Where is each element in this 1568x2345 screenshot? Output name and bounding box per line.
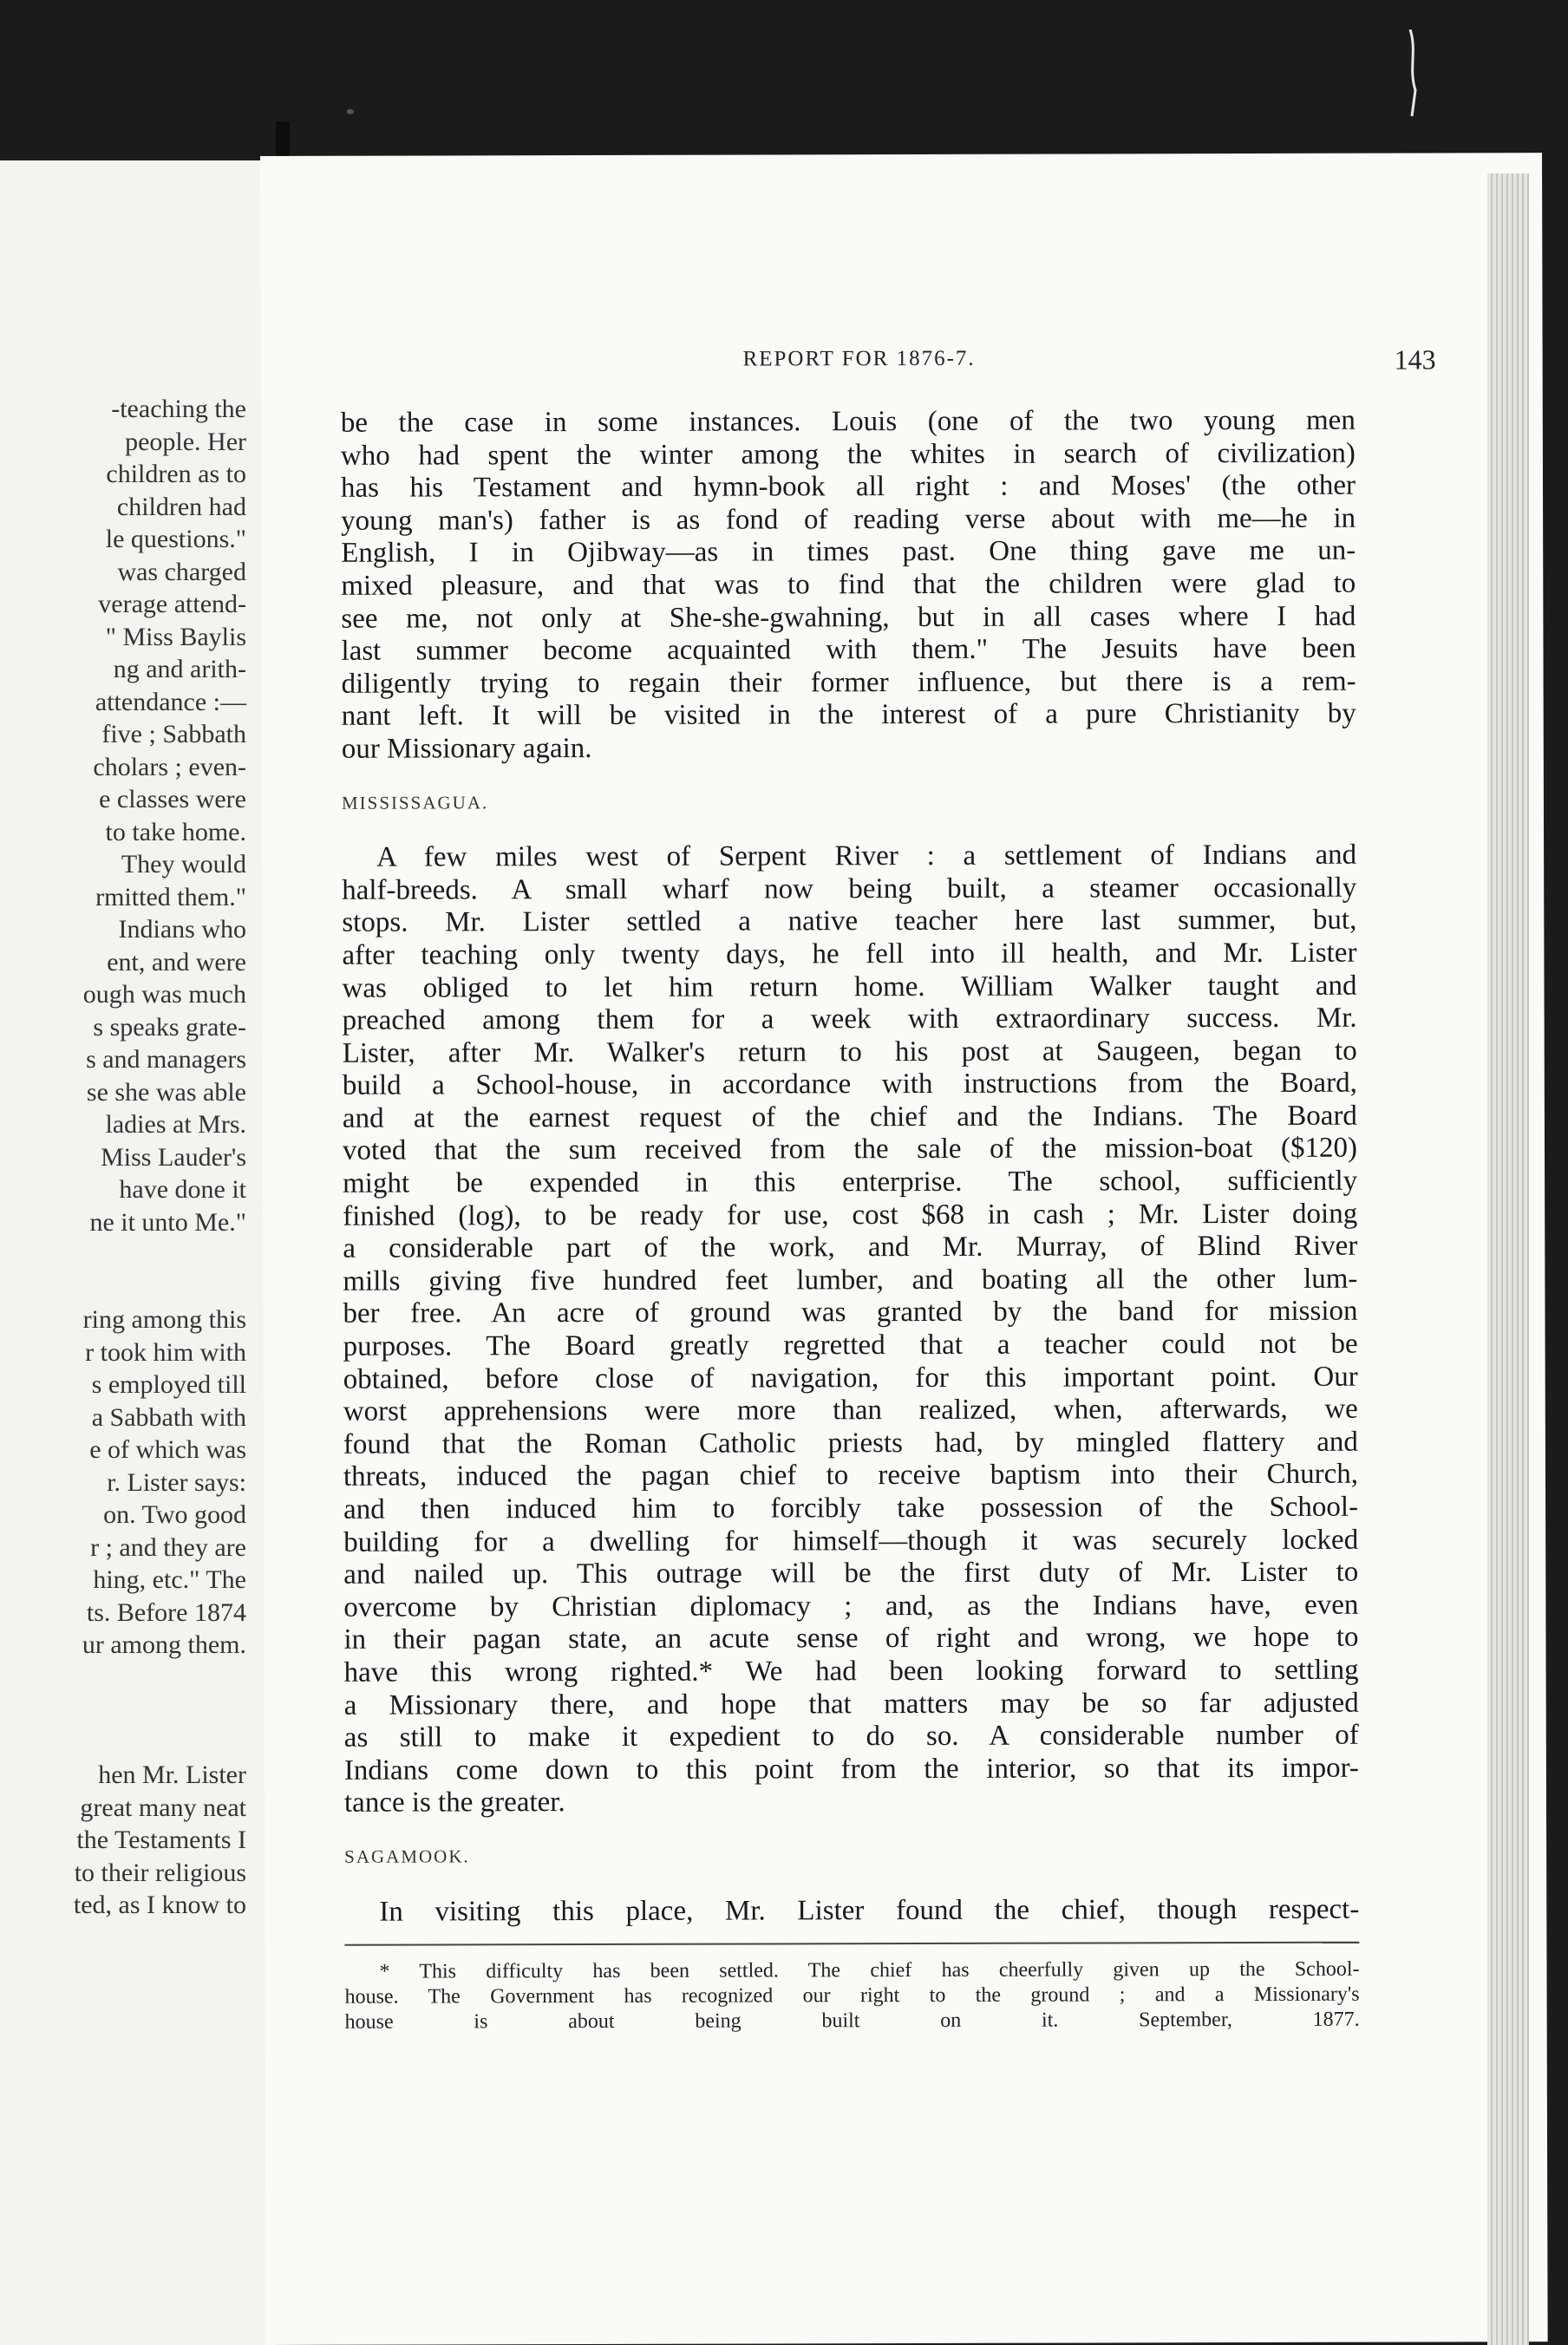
- left-page-line: cholars ; even-: [93, 752, 246, 781]
- text-line: build a School-house, in accordance with instructions from the Board,: [342, 1067, 1357, 1102]
- text-line: and nailed up. This outrage will be the first duty of Mr. Lister to: [343, 1556, 1359, 1591]
- left-page-text-fragment: [0, 393, 246, 1922]
- left-page-line: s and managers: [86, 1045, 246, 1074]
- left-page-line: ough was much: [82, 980, 246, 1009]
- text-line: mixed pleasure, and that was to find that the children were glad to: [341, 567, 1356, 602]
- left-page-line: ent, and were: [107, 947, 246, 977]
- section-heading-mississagua: MISSISSAGUA.: [341, 791, 489, 813]
- left-page-line: attendance :—: [95, 687, 246, 716]
- left-page-line: " Miss Baylis: [105, 622, 246, 651]
- page-number: 143: [1394, 343, 1436, 376]
- text-line: English, I in Ojibway—as in times past. One thing gave me un-: [341, 535, 1356, 570]
- left-page-line: ring among this: [82, 1305, 246, 1334]
- left-page-line: ladies at Mrs.: [105, 1110, 246, 1139]
- text-line: half-breeds. A small wharf now being built, a steamer occasionally: [342, 872, 1357, 906]
- left-page-line: s employed till: [91, 1370, 246, 1399]
- text-line: as still to make it expedient to do so. A considerable number of: [343, 1719, 1359, 1754]
- text-line: preached among them for a week with extraordinary success. Mr.: [342, 1002, 1357, 1036]
- text-line: young man's) father is as fond of reading verse about with me—he in: [341, 502, 1356, 537]
- text-line: after teaching only twenty days, he fell into ill health, and Mr. Lister: [342, 937, 1357, 971]
- page-edges: [1487, 173, 1529, 2345]
- text-line: purposes. The Board greatly regretted that a teacher could not be: [343, 1328, 1358, 1362]
- text-line: a considerable part of the work, and Mr. Murray, of Blind River: [343, 1230, 1358, 1265]
- paragraph-mississagua: [342, 839, 1359, 1820]
- page-body: [341, 405, 1360, 2035]
- text-line: voted that the sum received from the sale of the mission-boat ($120): [342, 1133, 1358, 1167]
- left-page-line: hing, etc." The: [93, 1565, 246, 1594]
- left-page-line: r took him with: [85, 1337, 246, 1367]
- left-page-line: have done it: [119, 1175, 246, 1204]
- text-line: finished (log), to be ready for use, cost $68 in cash ; Mr. Lister doing: [343, 1198, 1358, 1232]
- running-header-title: REPORT FOR 1876-7.: [742, 346, 976, 371]
- left-page-line: five ; Sabbath: [101, 720, 246, 748]
- ink-speck: [347, 109, 354, 114]
- left-page-line: hen Mr. Lister: [98, 1760, 246, 1789]
- left-page-line: [0, 1271, 246, 1304]
- text-line: our Missionary again.: [341, 732, 592, 765]
- text-line: have this wrong righted.* We had been looking forward to settling: [343, 1654, 1359, 1689]
- footnote-line: house. The Government has recognized our right to the ground ; and a Missionary's: [344, 1982, 1360, 2009]
- left-page-line: children as to: [106, 460, 246, 488]
- left-page-line: rmitted them.": [95, 882, 246, 911]
- text-line: see me, not only at She-she-gwahning, but in all cases where I had: [341, 600, 1356, 635]
- paragraph-continuation: [341, 405, 1356, 767]
- right-page: [260, 153, 1548, 2345]
- left-page-line: ts. Before 1874: [86, 1597, 246, 1627]
- text-line: obtained, before close of navigation, for this important point. Our: [343, 1361, 1358, 1395]
- text-line: be the case in some instances. Louis (one of the two young men: [340, 404, 1356, 439]
- left-page-line: [0, 1694, 246, 1727]
- text-line: mills giving five hundred feet lumber, and boating all the other lum-: [343, 1263, 1358, 1297]
- text-line: Indians come down to this point from the interior, so that its impor-: [343, 1752, 1359, 1787]
- text-line: last summer become acquainted with them." The Jesuits have been: [341, 632, 1356, 667]
- left-page-line: Indians who: [118, 915, 246, 944]
- left-page-line: great many neat: [80, 1793, 246, 1822]
- text-line: diligently trying to regain their former influence, but there is a rem-: [341, 665, 1356, 700]
- left-page-line: [0, 1727, 246, 1760]
- text-line: nant left. It will be visited in the interest of a pure Christianity by: [341, 698, 1356, 733]
- footnote-rule: [344, 1942, 1359, 1946]
- text-line: Lister, after Mr. Walker's return to his post at Saugeen, began to: [342, 1035, 1357, 1069]
- text-line: ber free. An acre of ground was granted by the band for mission: [343, 1296, 1358, 1330]
- section-heading-sagamook: SAGAMOOK.: [344, 1845, 470, 1867]
- left-page-line: le questions.": [105, 525, 246, 553]
- left-page-line: s speaks grate-: [93, 1012, 246, 1042]
- left-page-line: They would: [121, 850, 246, 879]
- running-header: [348, 345, 1568, 387]
- left-page-line: children had: [116, 492, 246, 521]
- text-line: might be expended in this enterprise. The school, sufficiently: [343, 1165, 1358, 1199]
- left-page-line: ur among them.: [82, 1630, 246, 1659]
- left-page-line: r ; and they are: [90, 1532, 246, 1562]
- text-line: in their pagan state, an acute sense of right and wrong, we hope to: [343, 1622, 1359, 1656]
- text-line: stops. Mr. Lister settled a native teacher here last summer, but,: [342, 905, 1357, 939]
- left-page-line: the Testaments I: [76, 1826, 246, 1854]
- footnote-line: * This difficulty has been settled. The chief has cheerfully given up the School-: [379, 1957, 1360, 1983]
- left-page-line: was charged: [117, 557, 246, 586]
- left-page-line: people. Her: [125, 427, 246, 456]
- text-line: was obliged to let him return home. William Walker taught and: [342, 970, 1357, 1004]
- left-page: [0, 160, 276, 2345]
- text-line: who had spent the winter among the whites in search of civilization): [340, 437, 1356, 472]
- left-page-line: ng and arith-: [113, 655, 246, 683]
- text-line: threats, induced the pagan chief to receive baptism into their Church,: [343, 1459, 1359, 1493]
- text-line: overcome by Christian diplomacy ; and, as the Indians have, even: [343, 1589, 1359, 1623]
- left-page-line: Miss Lauder's: [101, 1142, 246, 1172]
- left-page-line: to take home.: [105, 817, 246, 846]
- text-line: worst apprehensions were more than realized, when, afterwards, we: [343, 1393, 1358, 1427]
- text-line: building for a dwelling for himself—though it was securely locked: [343, 1524, 1359, 1558]
- left-page-line: e of which was: [89, 1435, 246, 1464]
- ribbon-mark: [1407, 29, 1419, 116]
- text-line: tance is the greater.: [343, 1787, 565, 1819]
- left-page-line: a Sabbath with: [91, 1402, 246, 1432]
- text-line: and at the earnest request of the chief and the Indians. The Board: [342, 1100, 1357, 1134]
- left-page-line: -teaching the: [111, 395, 246, 423]
- left-page-line: verage attend-: [98, 590, 246, 618]
- left-page-line: se she was able: [86, 1077, 246, 1107]
- text-line: a Missionary there, and hope that matters may be so far adjusted: [343, 1687, 1359, 1721]
- left-page-line: to their religious: [74, 1858, 246, 1887]
- left-page-line: e classes were: [99, 785, 246, 813]
- left-page-line: [0, 1238, 246, 1271]
- text-line: found that the Roman Catholic priests had, by mingled flattery and: [343, 1426, 1358, 1460]
- left-page-line: on. Two good: [103, 1500, 246, 1529]
- footnote: [344, 1957, 1359, 2035]
- left-page-line: r. Lister says:: [107, 1467, 246, 1497]
- text-line: has his Testament and hymn-book all right : and Moses' (the other: [340, 469, 1356, 504]
- left-page-line: ted, as I know to: [73, 1891, 246, 1919]
- footnote-line: house is about being built on it. September, 1877.: [344, 2008, 1360, 2034]
- text-line: A few miles west of Serpent River : a settlement of Indians and: [376, 839, 1357, 873]
- text-line: In visiting this place, Mr. Lister found the chief, though respect-: [379, 1893, 1360, 1928]
- left-page-line: ne it unto Me.": [89, 1207, 246, 1237]
- text-line: and then induced him to forcibly take possession of the School-: [343, 1491, 1359, 1525]
- paragraph-sagamook: [344, 1893, 1359, 1929]
- left-page-line: [0, 1662, 246, 1695]
